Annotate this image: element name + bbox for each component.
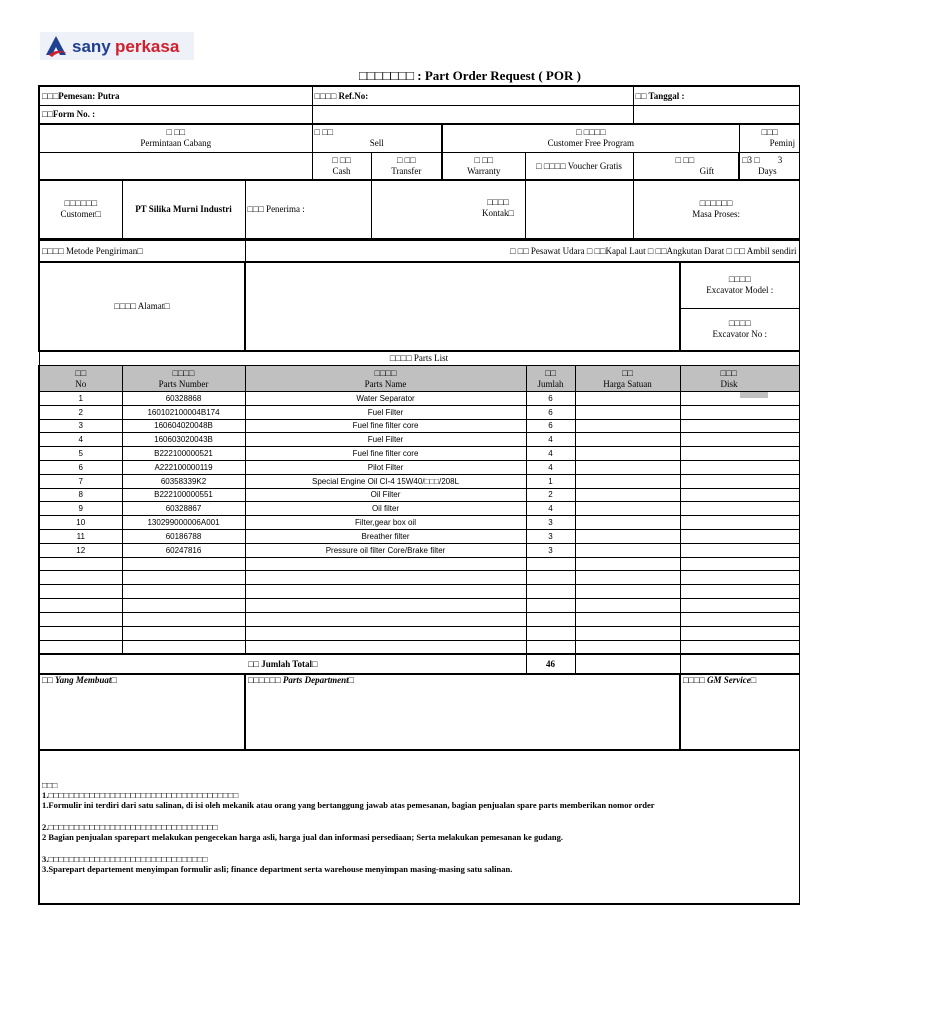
days-label: Days	[758, 165, 777, 176]
item-jumlah: 3	[526, 543, 575, 557]
item-diskon[interactable]	[680, 613, 799, 627]
item-parts-number: 60247816	[122, 543, 245, 557]
kontak-label-group	[458, 197, 538, 219]
item-parts-name[interactable]	[245, 557, 526, 571]
item-jumlah[interactable]	[526, 627, 575, 641]
item-harga-satuan[interactable]	[575, 585, 680, 599]
table-row	[39, 488, 799, 502]
item-parts-number: 60186788	[122, 529, 245, 543]
table-row	[39, 460, 799, 474]
item-jumlah: 3	[526, 516, 575, 530]
item-jumlah: 4	[526, 502, 575, 516]
item-harga-satuan	[575, 433, 680, 447]
payment-blank-cell	[39, 152, 312, 180]
item-diskon	[680, 447, 799, 461]
table-row	[39, 613, 799, 627]
item-no: 3	[39, 419, 122, 433]
item-diskon	[680, 419, 799, 433]
masa-proses-label: Masa Proses:	[692, 209, 740, 220]
item-diskon	[680, 405, 799, 419]
masa-proses-cn-label: □□□□□□	[699, 198, 733, 209]
col-harga-header: □□ Harga Satuan	[575, 366, 680, 392]
gift-label: Gift	[699, 165, 715, 176]
item-harga-satuan[interactable]	[575, 599, 680, 613]
customer-free-program-option[interactable]	[442, 124, 739, 152]
days-cn-label: □3 □	[742, 154, 760, 165]
item-harga-satuan[interactable]	[575, 640, 680, 654]
item-harga-satuan	[575, 516, 680, 530]
customer-free-program-label: Customer Free Program	[547, 138, 635, 149]
col-parts-number-header: □□□□ Parts Number	[122, 366, 245, 392]
item-parts-number: A222100000119	[122, 460, 245, 474]
metode-pengiriman-label: □□□□ Metode Pengiriman□	[39, 240, 245, 262]
item-no: 11	[39, 529, 122, 543]
item-parts-name: Special Engine Oil CI-4 15W40/□□□/208L	[245, 474, 526, 488]
days-number: 3	[777, 154, 783, 165]
note-3-cn: 3.□□□□□□□□□□□□□□□□□□□□□□□□□□□□□□□	[42, 854, 208, 865]
item-jumlah[interactable]	[526, 640, 575, 654]
checkbox-label-cn: □ □□	[332, 154, 351, 165]
kontak-label: Kontak□	[482, 208, 514, 218]
excavator-no-cell	[680, 309, 799, 351]
excavator-no-label: Excavator No :	[712, 329, 768, 340]
table-row	[39, 543, 799, 557]
item-no[interactable]	[39, 599, 122, 613]
item-parts-name[interactable]	[245, 599, 526, 613]
item-no[interactable]	[39, 640, 122, 654]
item-jumlah: 6	[526, 392, 575, 406]
form-no-cell: □□Form No. :	[39, 105, 312, 124]
item-parts-number[interactable]	[122, 627, 245, 641]
item-parts-name: Fuel Filter	[245, 433, 526, 447]
table-row	[39, 433, 799, 447]
item-parts-name: Fuel Filter	[245, 405, 526, 419]
item-parts-number: 130299000006A001	[122, 516, 245, 530]
col-diskon-header: □□□ Disk	[680, 366, 799, 392]
sell-option[interactable]	[312, 124, 442, 152]
tanggal-cell: □□ Tanggal :	[633, 86, 799, 105]
gm-service-sign[interactable]: □□□□ GM Service□	[680, 674, 799, 750]
item-no[interactable]	[39, 557, 122, 571]
form-no-value[interactable]	[312, 105, 633, 124]
peminjaman-label: Peminj	[769, 138, 796, 149]
table-row	[39, 447, 799, 461]
item-diskon	[680, 474, 799, 488]
voucher-gratis-label: Voucher Gratis	[567, 160, 622, 171]
logo-sany-text: sany	[72, 37, 111, 56]
alamat-value[interactable]	[245, 262, 680, 351]
item-parts-number[interactable]	[122, 640, 245, 654]
item-no: 9	[39, 502, 122, 516]
item-diskon[interactable]	[680, 640, 799, 654]
item-no: 10	[39, 516, 122, 530]
item-diskon[interactable]	[680, 585, 799, 599]
item-parts-name: Breather filter	[245, 529, 526, 543]
item-parts-name[interactable]	[245, 585, 526, 599]
item-diskon[interactable]	[680, 557, 799, 571]
item-jumlah: 4	[526, 433, 575, 447]
item-jumlah[interactable]	[526, 557, 575, 571]
gift-option[interactable]	[633, 152, 739, 180]
item-harga-satuan	[575, 474, 680, 488]
total-harga-cell	[575, 654, 680, 674]
transfer-label: Transfer	[391, 165, 422, 176]
item-diskon[interactable]	[680, 571, 799, 585]
item-diskon	[680, 543, 799, 557]
company-logo	[40, 32, 194, 60]
item-parts-number[interactable]	[122, 571, 245, 585]
item-harga-satuan	[575, 392, 680, 406]
item-diskon	[680, 502, 799, 516]
note-2-cn: 2.□□□□□□□□□□□□□□□□□□□□□□□□□□□□□□□□□	[42, 822, 218, 833]
item-parts-number: 60328867	[122, 502, 245, 516]
notes-cell	[39, 750, 799, 904]
item-parts-name: Pressure oil filter Core/Brake filter	[245, 543, 526, 557]
item-no: 7	[39, 474, 122, 488]
item-parts-name: Oil filter	[245, 502, 526, 516]
table-row	[39, 529, 799, 543]
masa-proses-cell	[633, 180, 799, 238]
item-jumlah: 2	[526, 488, 575, 502]
item-jumlah: 6	[526, 405, 575, 419]
table-row	[39, 599, 799, 613]
alamat-label: □□□□ Alamat□	[39, 262, 245, 351]
table-row	[39, 571, 799, 585]
item-diskon[interactable]	[680, 599, 799, 613]
customer-label: Customer□	[60, 209, 101, 220]
item-harga-satuan	[575, 543, 680, 557]
col-parts-name-header: □□□□ Parts Name	[245, 366, 526, 392]
item-diskon	[680, 488, 799, 502]
note-3: 3.Sparepart departement menyimpan formulir asli; finance department serta warehouse menyimpan masing-masing satu salinan.	[42, 864, 513, 875]
item-parts-number: 60328868	[122, 392, 245, 406]
total-diskon-cell	[680, 654, 799, 674]
days-option[interactable]	[739, 152, 799, 180]
item-no[interactable]	[39, 571, 122, 585]
por-form-sheet	[38, 85, 797, 912]
item-jumlah[interactable]	[526, 585, 575, 599]
item-parts-number: 160604020048B	[122, 419, 245, 433]
logo-perkasa-text: perkasa	[115, 37, 180, 56]
parts-list-label: □□□□ Parts List	[39, 351, 799, 366]
item-no: 1	[39, 392, 122, 406]
item-parts-name: Fuel fine filter core	[245, 419, 526, 433]
notes-heading: □□□	[42, 780, 58, 791]
item-parts-number: B222100000551	[122, 488, 245, 502]
penerima-label: □□□ Penerima :	[247, 204, 305, 215]
item-no: 4	[39, 433, 122, 447]
item-parts-number: 160603020043B	[122, 433, 245, 447]
item-jumlah: 4	[526, 460, 575, 474]
item-harga-satuan	[575, 447, 680, 461]
item-no: 2	[39, 405, 122, 419]
item-parts-name: Pilot Filter	[245, 460, 526, 474]
table-row	[39, 640, 799, 654]
excavator-no-cn-label: □□□□	[728, 318, 751, 329]
item-no: 12	[39, 543, 122, 557]
permintaan-cabang-label: Permintaan Cabang	[140, 138, 212, 149]
form-title: □□□□□□□ : Part Order Request ( POR )	[359, 68, 581, 83]
parts-department-sign[interactable]: □□□□□□ Parts Department□	[245, 674, 680, 750]
transfer-option[interactable]	[371, 152, 442, 180]
item-parts-name: Filter,gear box oil	[245, 516, 526, 530]
note-1: 1.Formulir ini terdiri dari satu salinan, di isi oleh mekanik atau orang yang bertanggung jawab atas pemesanan, bagian penjualan spare parts memberikan nomor order	[42, 800, 655, 811]
item-parts-name: Fuel fine filter core	[245, 447, 526, 461]
table-row	[39, 516, 799, 530]
excavator-model-label: Excavator Model :	[706, 285, 774, 296]
item-no[interactable]	[39, 585, 122, 599]
item-parts-number: 60358339K2	[122, 474, 245, 488]
parts-items	[39, 392, 799, 655]
item-parts-name[interactable]	[245, 627, 526, 641]
item-harga-satuan[interactable]	[575, 627, 680, 641]
table-row	[39, 392, 799, 406]
cash-option[interactable]	[312, 152, 371, 180]
excavator-model-cn-label: □□□□	[728, 274, 751, 285]
table-row	[39, 474, 799, 488]
ref-no-cell: □□□□ Ref.No:	[312, 86, 633, 105]
checkbox-label-cn: □ □□	[474, 154, 494, 165]
checkbox-label-cn: □ □□	[314, 127, 334, 138]
item-harga-satuan	[575, 502, 680, 516]
item-harga-satuan	[575, 488, 680, 502]
item-parts-name[interactable]	[245, 571, 526, 585]
item-diskon[interactable]	[680, 627, 799, 641]
kontak-cn-label: □□□□	[487, 197, 509, 207]
checkbox-label-cn: □ □□□□	[576, 127, 606, 138]
item-no: 6	[39, 460, 122, 474]
item-jumlah[interactable]	[526, 571, 575, 585]
jumlah-total-label: □□ Jumlah Total□	[39, 654, 526, 674]
note-2: 2 Bagian penjualan sparepart melakukan pengecekan harga asli, harga jual dan informasi persediaan; Serta melakukan pemesanan ke gudang.	[42, 832, 564, 843]
table-row	[39, 585, 799, 599]
item-parts-name: Oil Filter	[245, 488, 526, 502]
checkbox-label-cn: □ □□	[166, 127, 186, 138]
table-row	[39, 627, 799, 641]
pemesan-cell: □□□Pemesan: Putra	[39, 86, 312, 105]
item-parts-number[interactable]	[122, 599, 245, 613]
tanggal-value[interactable]	[633, 105, 799, 124]
item-harga-satuan	[575, 460, 680, 474]
item-harga-satuan	[575, 405, 680, 419]
item-harga-satuan	[575, 419, 680, 433]
item-diskon	[680, 460, 799, 474]
item-parts-number[interactable]	[122, 613, 245, 627]
item-no[interactable]	[39, 613, 122, 627]
item-harga-satuan[interactable]	[575, 571, 680, 585]
warranty-label: Warranty	[467, 165, 501, 176]
item-no: 5	[39, 447, 122, 461]
customer-label-cell	[39, 180, 122, 238]
table-row	[39, 405, 799, 419]
por-form-table	[38, 85, 800, 239]
checkbox-label-cn: □ □□	[397, 154, 416, 165]
item-jumlah[interactable]	[526, 613, 575, 627]
item-parts-number: 160102100004B174	[122, 405, 245, 419]
item-jumlah[interactable]	[526, 599, 575, 613]
yang-membuat-sign[interactable]: □□ Yang Membuat□	[39, 674, 245, 750]
item-parts-number[interactable]	[122, 557, 245, 571]
item-parts-name[interactable]	[245, 613, 526, 627]
kontak-spacer	[525, 180, 633, 238]
item-parts-number: B222100000521	[122, 447, 245, 461]
item-no[interactable]	[39, 627, 122, 641]
item-jumlah: 4	[526, 447, 575, 461]
jumlah-total-value: 46	[526, 654, 575, 674]
por-form-table-lower	[38, 239, 800, 906]
excavator-model-cell	[680, 262, 799, 309]
shipping-method-options[interactable]: □ □□ Pesawat Udara □ □□Kapal Laut □ □□Angkutan Darat □ □□ Ambil sendiri	[245, 240, 799, 262]
item-diskon	[680, 516, 799, 530]
cash-label: Cash	[332, 165, 351, 176]
item-diskon	[680, 392, 799, 406]
col-no-header: □□ No	[39, 366, 122, 392]
table-row	[39, 419, 799, 433]
penerima-cell	[245, 180, 371, 238]
checkbox-label-cn: □ □□	[675, 154, 695, 165]
sell-label: Sell	[369, 138, 384, 149]
checkbox-label-cn: □ □□□□	[536, 160, 566, 171]
table-row	[39, 557, 799, 571]
item-parts-name: Water Separator	[245, 392, 526, 406]
item-diskon	[680, 433, 799, 447]
checkbox-label-cn: □□□	[761, 127, 778, 138]
peminjaman-option[interactable]	[739, 124, 799, 152]
item-jumlah: 6	[526, 419, 575, 433]
item-harga-satuan[interactable]	[575, 557, 680, 571]
note-1-cn: 1.□□□□□□□□□□□□□□□□□□□□□□□□□□□□□□□□□□□□□	[42, 790, 239, 801]
item-no: 8	[39, 488, 122, 502]
table-row	[39, 502, 799, 516]
item-harga-satuan	[575, 529, 680, 543]
voucher-gratis-option[interactable]	[525, 152, 633, 180]
permintaan-cabang-option[interactable]	[39, 124, 312, 152]
item-jumlah: 3	[526, 529, 575, 543]
warranty-option[interactable]	[442, 152, 525, 180]
customer-cn-label: □□□□□□	[64, 198, 98, 209]
item-parts-number[interactable]	[122, 585, 245, 599]
item-parts-name[interactable]	[245, 640, 526, 654]
customer-value: PT Silika Murni Industri	[122, 180, 245, 238]
col-jumlah-header: □□ Jumlah	[526, 366, 575, 392]
item-harga-satuan[interactable]	[575, 613, 680, 627]
item-jumlah: 1	[526, 474, 575, 488]
item-diskon	[680, 529, 799, 543]
